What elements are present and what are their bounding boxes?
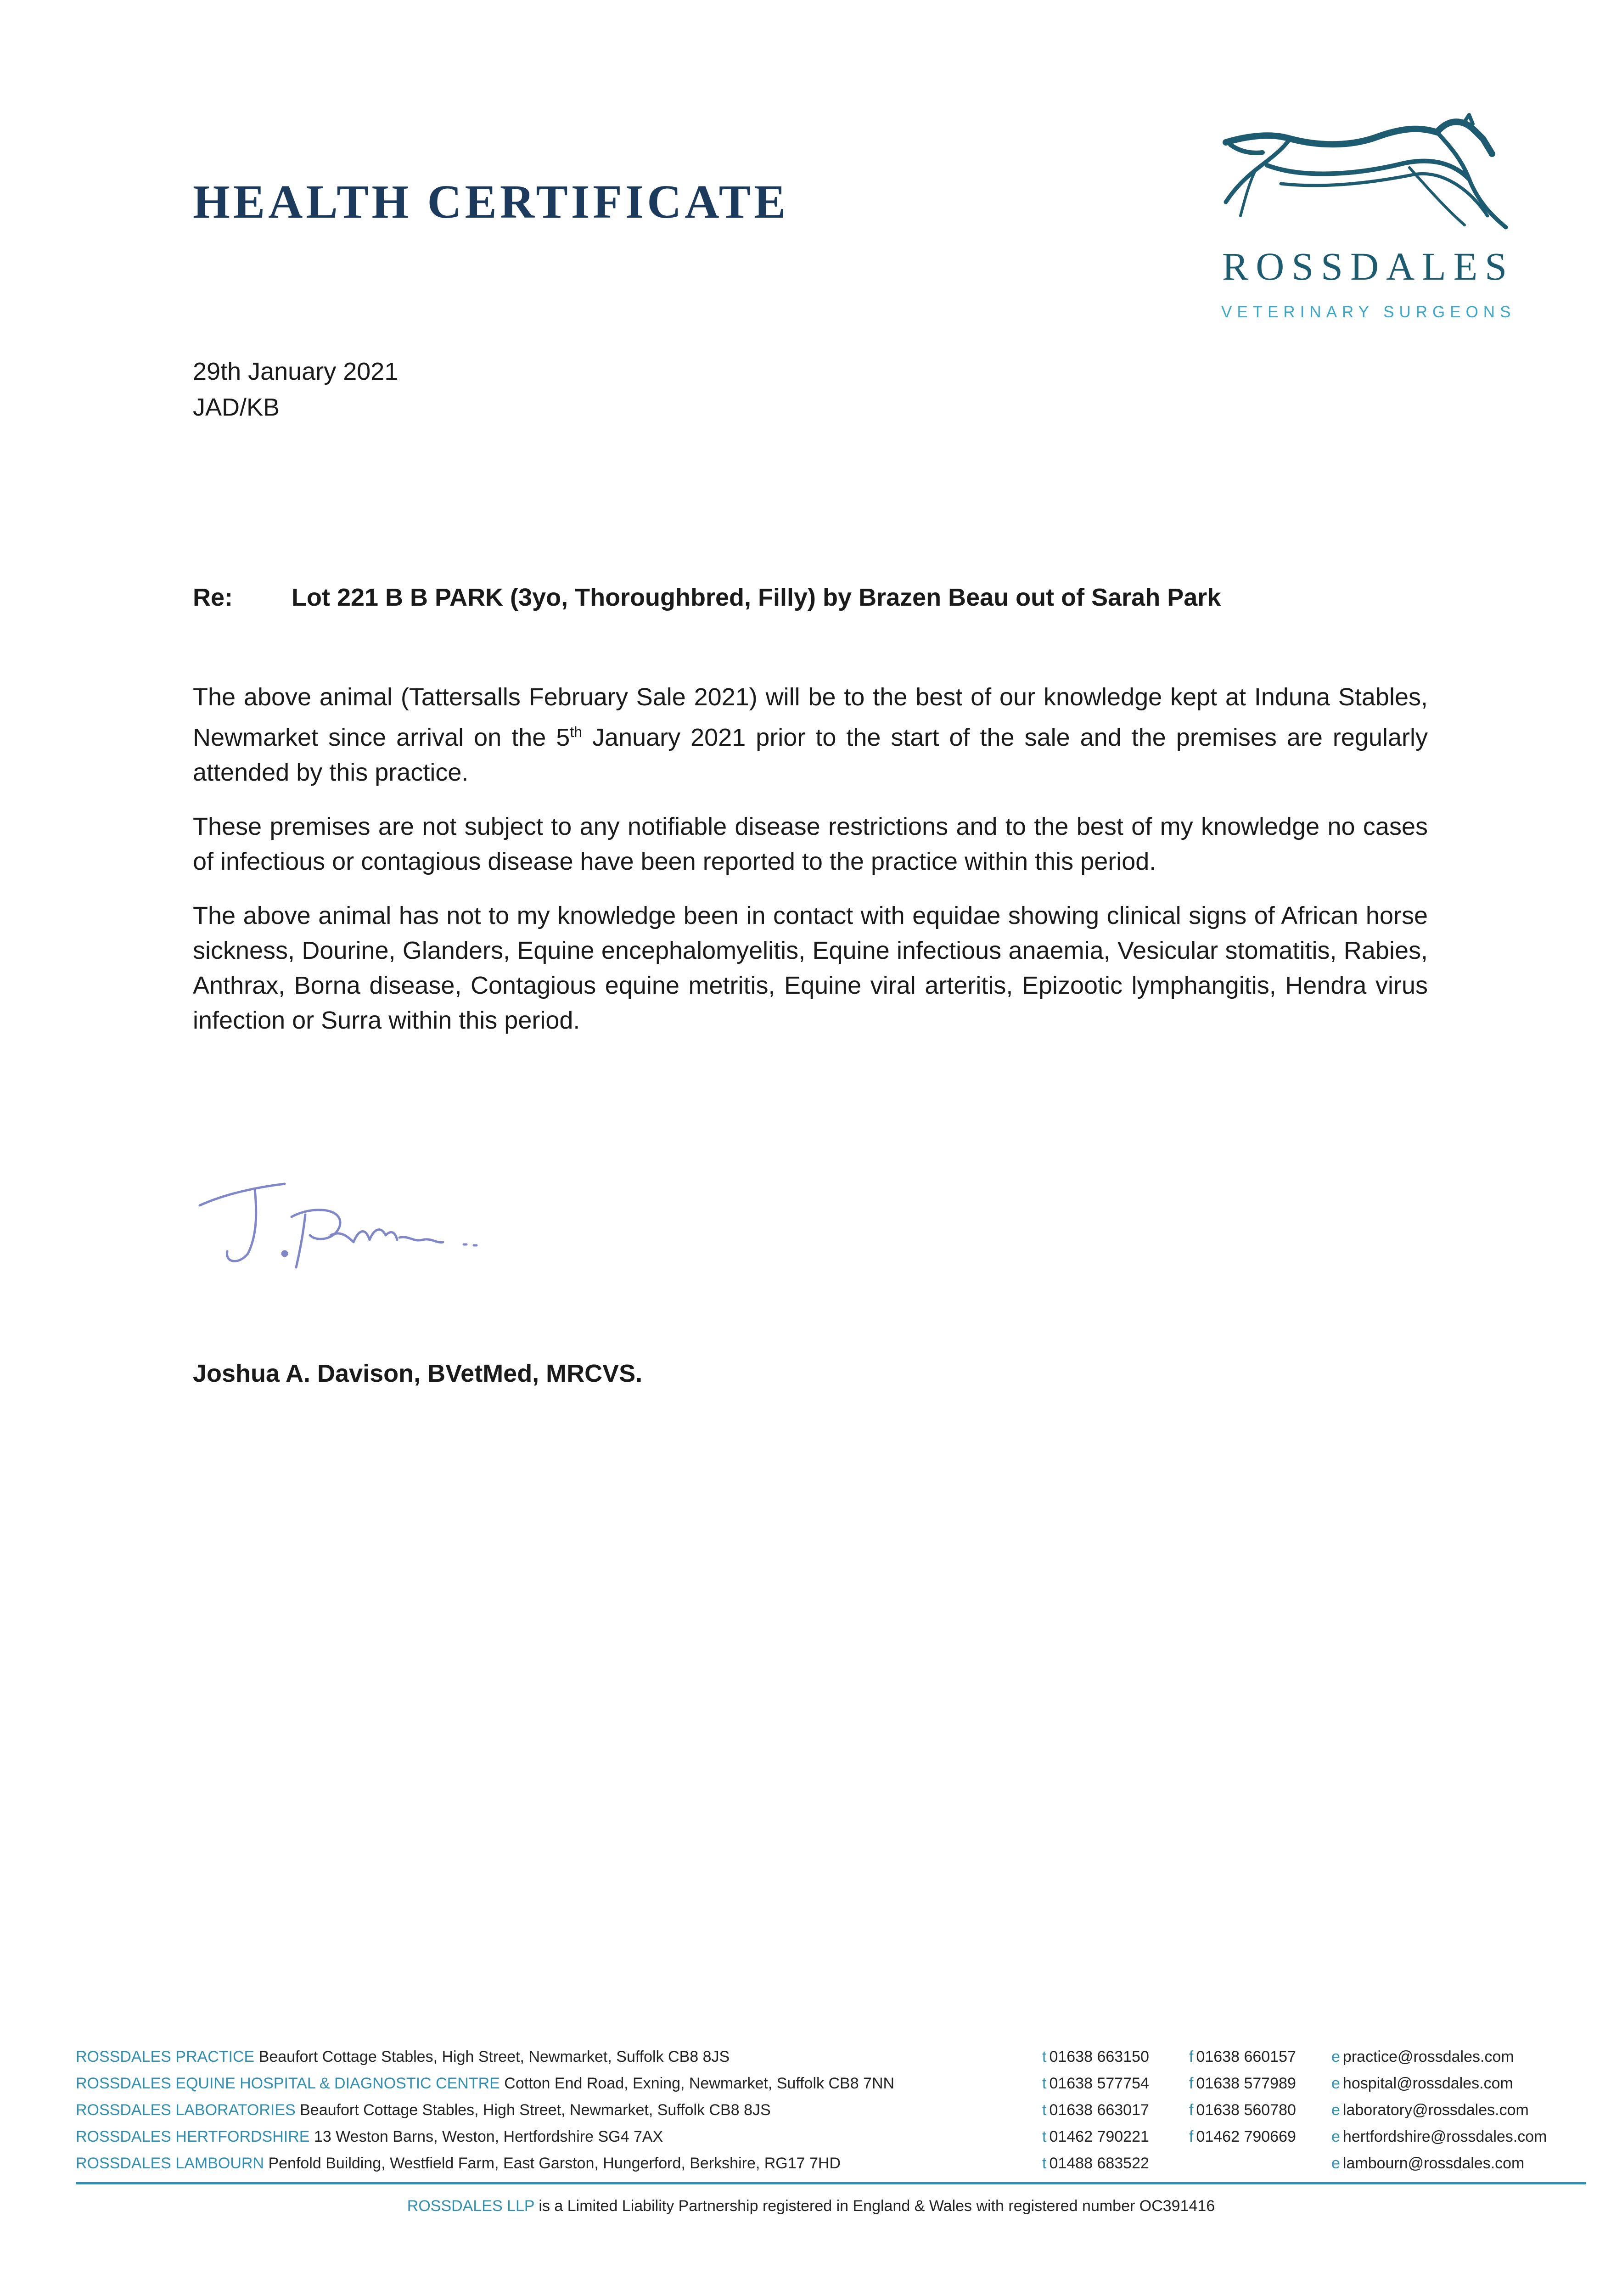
footer-row xyxy=(76,2043,1586,2070)
llp-registration xyxy=(0,2197,1622,2215)
paragraph-3: The above animal has not to my knowledge been in contact with equidae showing clinical signs of African horse sickness, Dourine, Glanders, Equine encephalomyelitis, Equine infectious anaemia, Vesicular stomatitis, Rabies, Anthrax, Borna disease, Contagious equine metritis, Equine viral arteritis, Epizootic lymphangitis, Hendra virus infection or Surra within this period. xyxy=(193,902,1428,1034)
fax-prefix: f xyxy=(1189,2128,1194,2145)
office-email: hertfordshire@rossdales.com xyxy=(1342,2128,1547,2145)
tel-prefix: t xyxy=(1042,2101,1047,2119)
signer-name: Joshua A. Davison, BVetMed, MRCVS. xyxy=(193,1360,643,1387)
office-address: Beaufort Cottage Stables, High Street, Newmarket, Suffolk CB8 8JS xyxy=(254,2048,730,2065)
subject-label: Re: xyxy=(193,584,233,611)
tel-prefix: t xyxy=(1042,2048,1047,2065)
tel-prefix: t xyxy=(1042,2075,1047,2092)
office-fax: 01638 577989 xyxy=(1196,2075,1296,2092)
llp-name: ROSSDALES LLP xyxy=(407,2197,534,2215)
tel-prefix: t xyxy=(1042,2128,1047,2145)
office-email: lambourn@rossdales.com xyxy=(1342,2155,1525,2172)
office-fax: 01462 790669 xyxy=(1196,2128,1296,2145)
logo-subtitle: VETERINARY SURGEONS xyxy=(1221,303,1516,321)
office-name: ROSSDALES LABORATORIES xyxy=(76,2101,296,2119)
footer-row xyxy=(76,2097,1586,2123)
email-prefix: e xyxy=(1331,2101,1340,2119)
footer-row xyxy=(76,2123,1586,2150)
handwritten-signature xyxy=(193,1162,523,1279)
paragraph-1-start: The above animal (Tattersalls February Sale 2021) will be to the best of our knowledge kept at Induna Stables, Newmarket since arrival on the 5 xyxy=(193,683,1428,751)
fax-prefix: f xyxy=(1189,2048,1194,2065)
email-prefix: e xyxy=(1331,2128,1340,2145)
tel-prefix: t xyxy=(1042,2155,1047,2172)
office-fax: 01638 560780 xyxy=(1196,2101,1296,2119)
subject-line xyxy=(193,583,1221,612)
office-address: Cotton End Road, Exning, Newmarket, Suffolk CB8 7NN xyxy=(500,2075,895,2092)
ordinal-suffix: th xyxy=(570,724,583,740)
office-address: 13 Weston Barns, Weston, Hertfordshire SG4 7AX xyxy=(309,2128,663,2145)
office-name: ROSSDALES LAMBOURN xyxy=(76,2155,264,2172)
office-address: Penfold Building, Westfield Farm, East Garston, Hungerford, Berkshire, RG17 7HD xyxy=(264,2155,841,2172)
galloping-horse-icon xyxy=(1212,110,1524,243)
office-fax: 01638 660157 xyxy=(1196,2048,1296,2065)
footer-row xyxy=(76,2070,1586,2097)
office-name: ROSSDALES EQUINE HOSPITAL & DIAGNOSTIC CENTRE xyxy=(76,2075,500,2092)
letter-date: 29th January 2021 xyxy=(193,358,398,385)
email-prefix: e xyxy=(1331,2075,1340,2092)
letter-body xyxy=(193,680,1428,1057)
office-tel: 01638 663017 xyxy=(1049,2101,1149,2119)
office-name: ROSSDALES HERTFORDSHIRE xyxy=(76,2128,310,2145)
footer-divider xyxy=(76,2182,1586,2184)
fax-prefix: f xyxy=(1189,2075,1194,2092)
page-title: HEALTH CERTIFICATE xyxy=(193,175,789,228)
office-tel: 01462 790221 xyxy=(1049,2128,1149,2145)
paragraph-1-end: January 2021 prior to the start of the sale and the premises are regularly attended by this practice. xyxy=(193,724,1428,786)
subject-text: Lot 221 B B PARK (3yo, Thoroughbred, Filly) by Brazen Beau out of Sarah Park xyxy=(292,584,1221,611)
office-email: hospital@rossdales.com xyxy=(1342,2075,1513,2092)
office-address: Beaufort Cottage Stables, High Street, Newmarket, Suffolk CB8 8JS xyxy=(295,2101,771,2119)
office-tel: 01638 577754 xyxy=(1049,2075,1149,2092)
logo-wordmark: ROSSDALES xyxy=(1222,244,1515,288)
footer-contacts xyxy=(76,2043,1586,2177)
office-email: laboratory@rossdales.com xyxy=(1342,2101,1529,2119)
letter-meta xyxy=(193,354,398,425)
email-prefix: e xyxy=(1331,2155,1340,2172)
office-name: ROSSDALES PRACTICE xyxy=(76,2048,255,2065)
letter-reference: JAD/KB xyxy=(193,394,280,421)
office-tel: 01488 683522 xyxy=(1049,2155,1149,2172)
paragraph-1 xyxy=(193,680,1428,790)
email-prefix: e xyxy=(1331,2048,1340,2065)
paragraph-2: These premises are not subject to any notifiable disease restrictions and to the best of my knowledge no cases of infectious or contagious disease have been reported to the practice within this period. xyxy=(193,813,1428,875)
rossdales-logo xyxy=(1212,110,1524,331)
fax-prefix: f xyxy=(1189,2101,1194,2119)
office-tel: 01638 663150 xyxy=(1049,2048,1149,2065)
llp-text: is a Limited Liability Partnership registered in England & Wales with registered number OC391416 xyxy=(534,2197,1215,2215)
footer-row xyxy=(76,2150,1586,2177)
office-email: practice@rossdales.com xyxy=(1342,2048,1514,2065)
